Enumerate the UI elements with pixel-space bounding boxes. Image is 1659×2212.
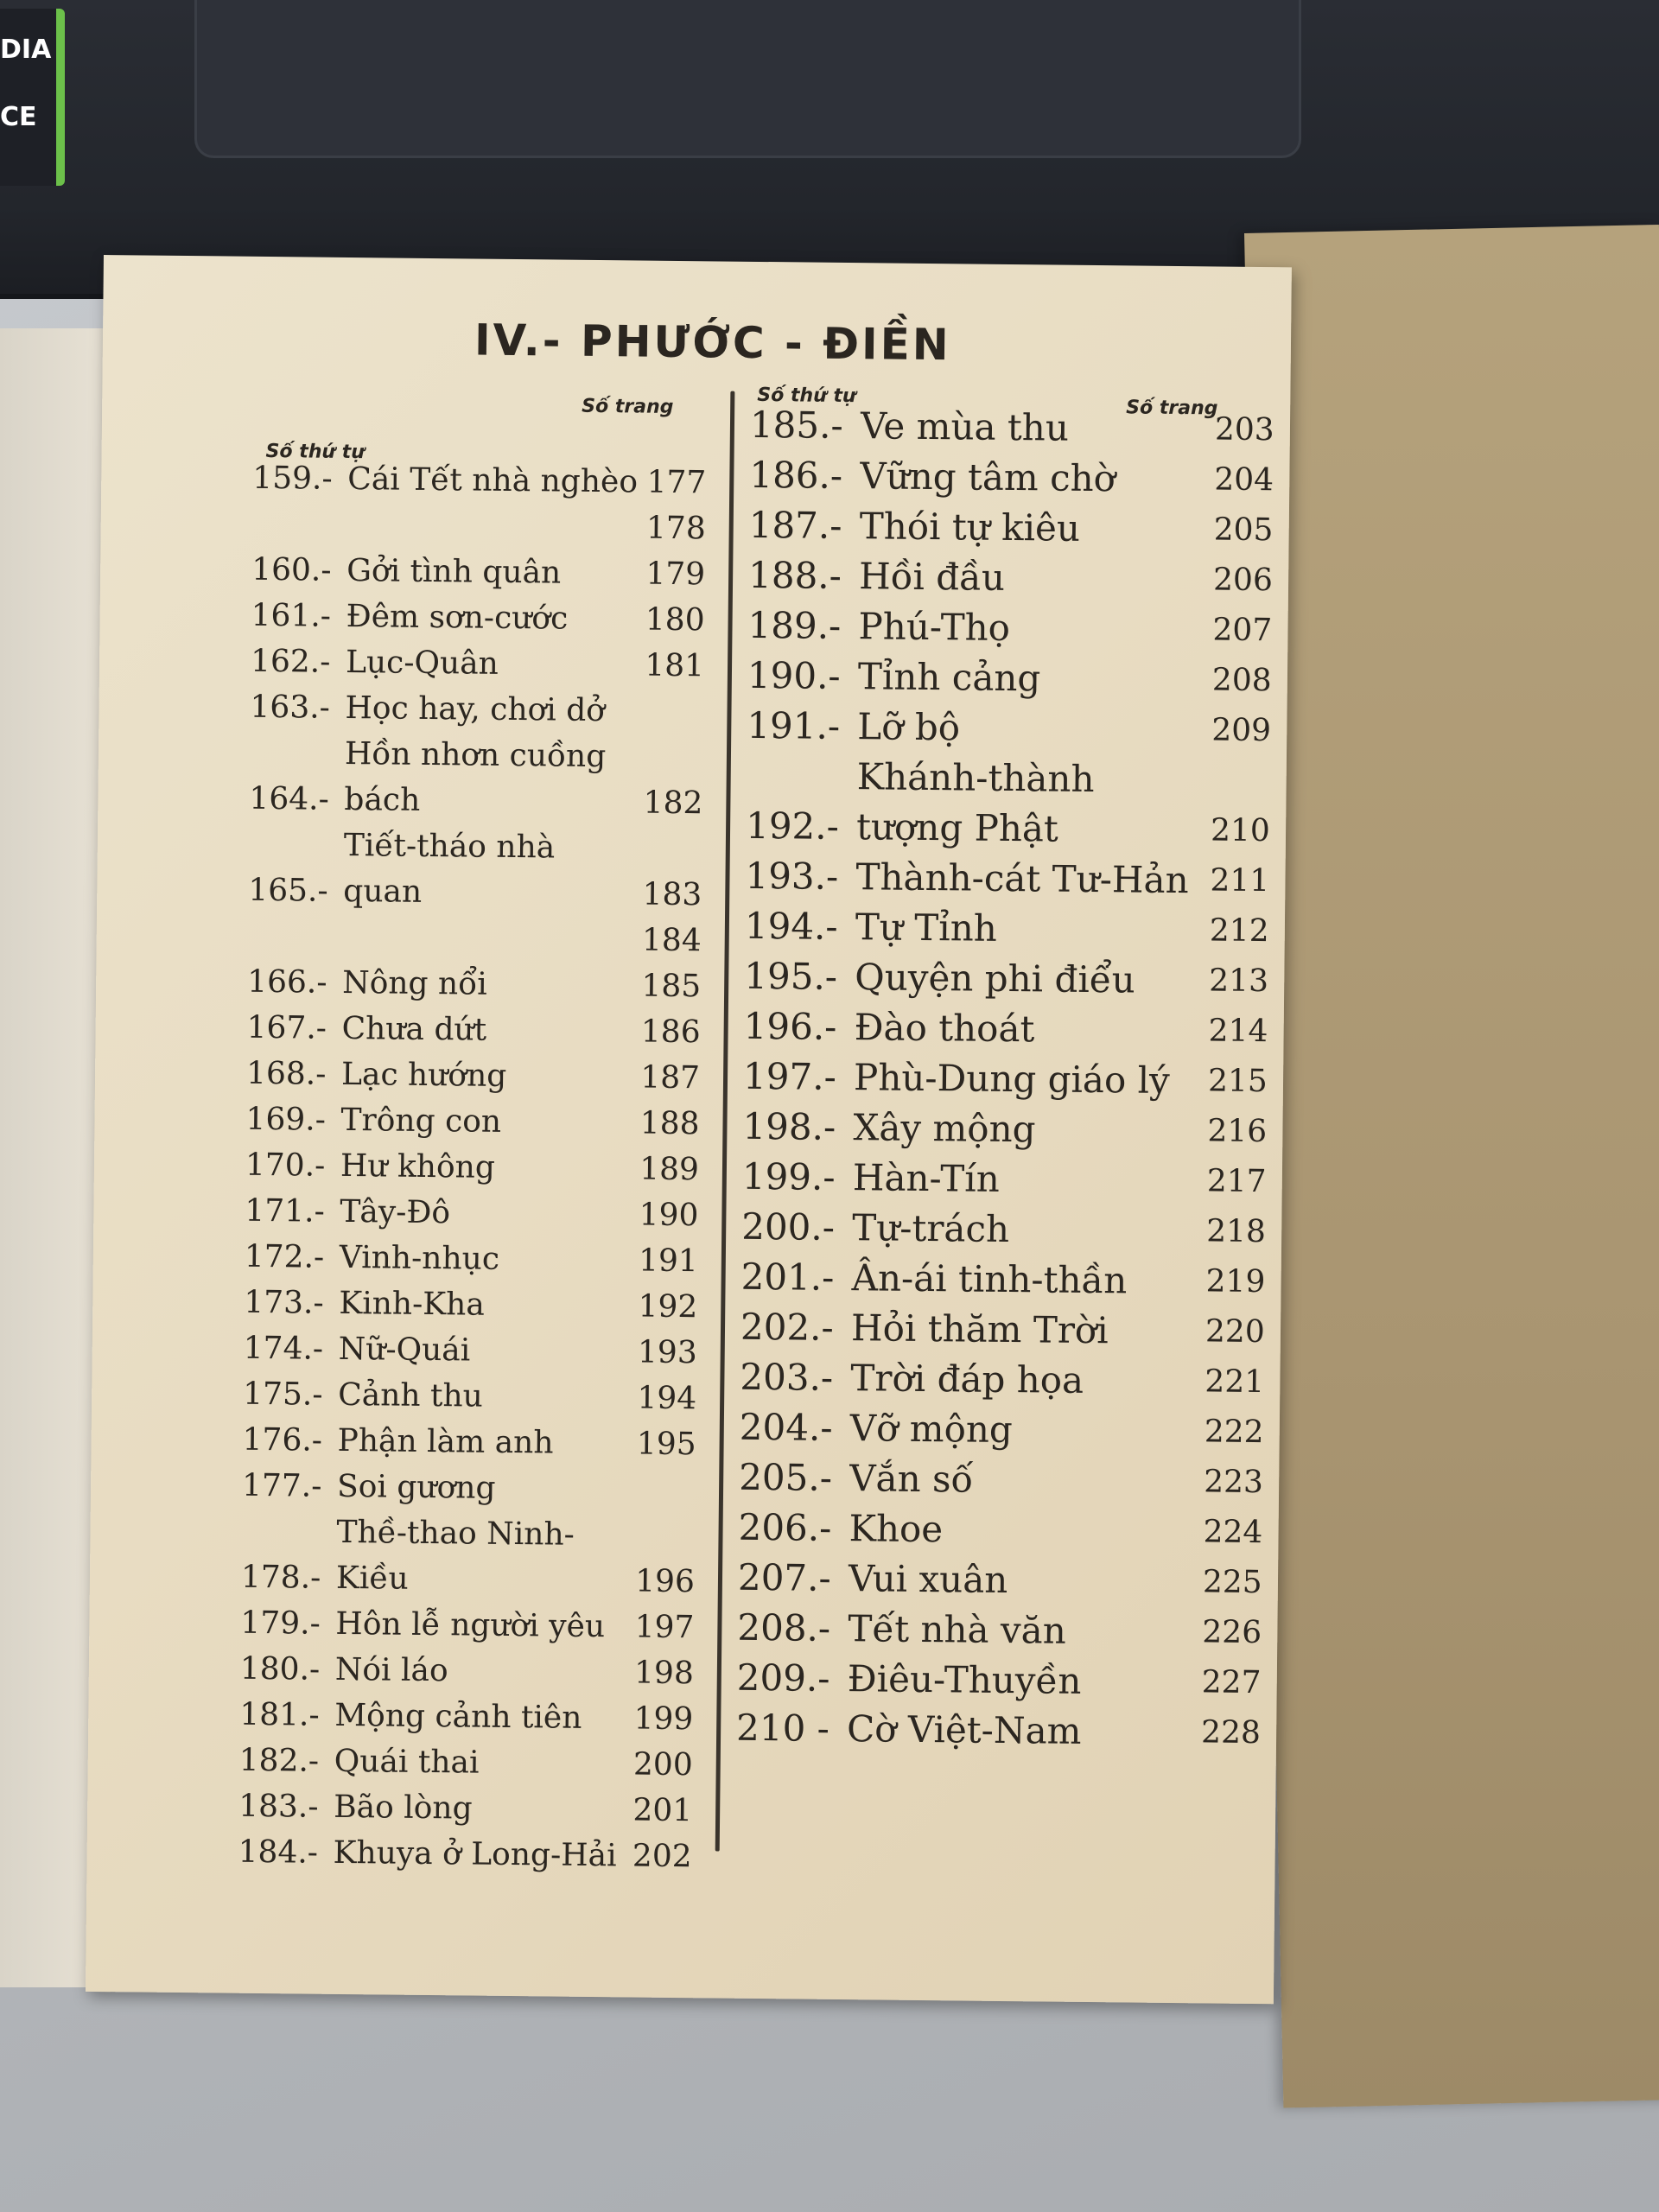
- entry-number: 199.-: [741, 1154, 836, 1198]
- entry-title: Kinh-Kha: [339, 1285, 486, 1323]
- laptop-sticker: [0, 9, 65, 186]
- entry-number: 198.-: [742, 1104, 836, 1148]
- entry-title: Thề-thao Ninh-Kiều: [335, 1514, 575, 1597]
- sticker-text-line2: CE: [0, 102, 37, 132]
- entry-title: Trông con: [340, 1102, 502, 1140]
- entry-number: 204.-: [739, 1405, 833, 1449]
- entry-page-number: 178: [645, 510, 706, 547]
- entry-title: Trời đáp họa: [850, 1357, 1084, 1402]
- entry-number: 170.-: [245, 1147, 326, 1184]
- toc-entry: [249, 730, 703, 826]
- entry-number: 185.-: [749, 403, 843, 447]
- entry-page-number: 214: [1208, 1013, 1268, 1050]
- right-entries-list: [735, 400, 1274, 1758]
- entry-number: 203.-: [740, 1355, 834, 1399]
- entry-title: Nữ-Quái: [338, 1331, 471, 1369]
- entry-number: 200.-: [741, 1205, 836, 1249]
- entry-title: Lạc hướng: [340, 1056, 507, 1094]
- entry-title: Hàn-Tín: [852, 1156, 1001, 1200]
- entry-page-number: 195: [636, 1426, 696, 1463]
- toc-entry: [247, 959, 702, 1009]
- entry-page-number: 217: [1206, 1163, 1267, 1200]
- toc-entry: [246, 1051, 701, 1101]
- entry-number: 191.-: [747, 703, 841, 747]
- right-page-caption: Số trang: [1126, 397, 1218, 420]
- entry-title: Lỡ bộ: [857, 705, 961, 749]
- toc-entry: [241, 1509, 696, 1605]
- entry-page-number: 205: [1213, 512, 1274, 549]
- entry-page-number: 228: [1200, 1714, 1262, 1751]
- toc-entry: [244, 1280, 698, 1330]
- entry-title: Học hay, chơi dở: [345, 690, 606, 729]
- entry-number: 174.-: [243, 1330, 324, 1367]
- toc-entry: [747, 701, 1272, 756]
- entry-title: Đêm sơn-cước: [346, 598, 569, 637]
- entry-page-number: 198: [633, 1655, 695, 1692]
- entry-number: 196.-: [743, 1004, 837, 1048]
- toc-entry: [238, 1783, 693, 1834]
- right-number-caption: Số thứ tự: [757, 384, 856, 408]
- toc-entry: [741, 1152, 1267, 1207]
- toc-entry: [242, 1463, 696, 1513]
- entry-title: Thành-cát Tư-Hản: [855, 855, 1189, 902]
- entry-page-number: 226: [1202, 1614, 1262, 1651]
- entry-page-number: 199: [633, 1700, 694, 1738]
- page-heading: IV.- PHƯỚC - ĐIỀN: [474, 315, 951, 371]
- entry-page-number: 184: [641, 922, 702, 959]
- left-page-caption: Số trang: [582, 395, 674, 418]
- toc-entry: [738, 1452, 1264, 1508]
- entry-number: 201.-: [741, 1255, 835, 1299]
- entry-page-number: 190: [639, 1197, 699, 1234]
- entry-page-number: 208: [1211, 662, 1272, 699]
- toc-entry: [740, 1352, 1265, 1408]
- entry-page-number: 202: [632, 1838, 692, 1875]
- book-back-cover: [1244, 225, 1659, 2108]
- entry-number: 168.-: [245, 1055, 327, 1092]
- entry-number: 162.-: [250, 643, 331, 680]
- entry-title: Tết nhà văn: [848, 1607, 1067, 1652]
- entry-title: Quái thai: [334, 1743, 480, 1781]
- entry-number: 163.-: [250, 689, 331, 726]
- toc-entry: [744, 901, 1269, 957]
- toc-entry: [242, 1417, 696, 1467]
- entry-title: Thói tự kiêu: [859, 505, 1081, 550]
- entry-page-number: 206: [1212, 562, 1274, 599]
- entry-title: Hồi đầu: [858, 555, 1006, 599]
- toc-entry: [240, 1600, 695, 1650]
- entry-page-number: 225: [1202, 1564, 1262, 1601]
- toc-entry: [745, 751, 1271, 856]
- left-number-caption: Số thứ tự: [265, 440, 365, 464]
- entry-page-number: 218: [1206, 1213, 1267, 1250]
- toc-entry: [737, 1553, 1262, 1608]
- entry-number: 187.-: [748, 503, 842, 547]
- entry-page-number: 207: [1212, 612, 1273, 649]
- entry-page-number: 189: [639, 1151, 700, 1188]
- entry-page-number: 227: [1201, 1664, 1262, 1701]
- entry-number: 183.-: [238, 1788, 319, 1825]
- entry-page-number: 219: [1205, 1263, 1266, 1300]
- entry-title: Hỏi thăm Trời: [850, 1306, 1109, 1352]
- toc-entry: [737, 1603, 1262, 1658]
- toc-entry: [245, 1142, 700, 1192]
- entry-title: Vui xuân: [848, 1557, 1008, 1602]
- entry-page-number: 210: [1210, 812, 1271, 849]
- book-page: [86, 255, 1292, 2004]
- toc-entry: [239, 1692, 694, 1742]
- toc-entry: [238, 1829, 692, 1879]
- entry-page-number: 222: [1204, 1414, 1264, 1451]
- toc-entry: [747, 651, 1272, 706]
- sticker-text-line1: DIA: [0, 35, 52, 65]
- entry-number: 165.-: [248, 872, 328, 909]
- entry-page-number: 223: [1203, 1464, 1264, 1501]
- entry-page-number: 179: [645, 556, 706, 593]
- toc-entry: [741, 1252, 1266, 1307]
- toc-entry: [243, 1371, 697, 1421]
- entry-number: 161.-: [251, 597, 332, 634]
- entry-title: Cảnh thu: [337, 1376, 484, 1414]
- entry-page-number: 181: [645, 647, 705, 684]
- toc-entry: [739, 1402, 1264, 1458]
- toc-entry: [740, 1302, 1265, 1357]
- entry-title: Tự Tỉnh: [855, 906, 998, 950]
- entry-page-number: 182: [643, 785, 703, 822]
- entry-page-number: 193: [637, 1334, 697, 1371]
- entry-title: Phú-Thọ: [858, 605, 1011, 650]
- entry-title: Ân-ái tinh-thần: [851, 1256, 1128, 1302]
- entry-title: Hồn nhơn cuồng bách: [344, 735, 607, 818]
- entry-title: Vững tâm chờ: [860, 454, 1116, 500]
- entry-title: Đào thoát: [854, 1006, 1035, 1051]
- entry-number: 159.-: [252, 460, 333, 497]
- entry-title: Mộng cảnh tiên: [334, 1697, 582, 1736]
- entry-title: Tỉnh cảng: [857, 655, 1041, 700]
- toc-entry: [742, 1052, 1268, 1107]
- entry-title: Khoe: [849, 1507, 944, 1551]
- entry-title: Cờ Việt-Nam: [846, 1707, 1082, 1752]
- entry-number: 205.-: [738, 1455, 833, 1499]
- entry-number: 207.-: [737, 1555, 831, 1599]
- entry-page-number: 221: [1205, 1363, 1265, 1401]
- toc-entry: [251, 547, 706, 597]
- left-entries-list: [238, 455, 706, 1879]
- entry-number: 178.-: [240, 1559, 321, 1596]
- entry-page-number: 201: [632, 1792, 693, 1829]
- entry-title: Tự-trách: [852, 1206, 1010, 1251]
- toc-entry: [251, 639, 705, 689]
- entry-title: Điêu-Thuyền: [847, 1657, 1082, 1702]
- entry-page-number: 180: [645, 601, 705, 639]
- entry-page-number: 177: [646, 464, 707, 501]
- entry-title: Nói láo: [334, 1651, 448, 1689]
- entry-number: 175.-: [242, 1376, 323, 1413]
- entry-title: Hư không: [340, 1147, 496, 1185]
- column-divider: [715, 391, 735, 1852]
- entry-number: 197.-: [742, 1054, 837, 1098]
- entry-number: 172.-: [244, 1238, 325, 1275]
- toc-entry: [748, 500, 1274, 556]
- entry-title: Lục-Quân: [345, 644, 499, 682]
- entry-page-number: 188: [639, 1105, 700, 1142]
- entry-page-number: 197: [634, 1609, 695, 1646]
- toc-entry: [248, 822, 702, 918]
- entry-number: 181.-: [239, 1696, 320, 1733]
- entry-number: 184.-: [238, 1834, 319, 1871]
- entry-title: Hôn lễ người yêu: [335, 1605, 606, 1645]
- toc-entry: [238, 1738, 693, 1788]
- entry-title: Phận làm anh: [337, 1422, 554, 1461]
- entry-title: Cái Tết nhà nghèo: [347, 461, 639, 500]
- entry-title: Quyện phi điểu: [855, 956, 1135, 1001]
- entry-number: 206.-: [738, 1505, 832, 1549]
- entry-title: Vỡ mộng: [849, 1407, 1014, 1452]
- entry-page-number: 185: [641, 968, 702, 1005]
- entry-title: Vinh-nhục: [339, 1239, 500, 1277]
- entry-number: 209.-: [736, 1656, 830, 1700]
- toc-entry: [245, 1234, 699, 1284]
- toc-entry: [245, 1096, 700, 1147]
- entry-page-number: 212: [1209, 912, 1269, 950]
- toc-entry: [749, 450, 1274, 505]
- entry-title: Vắn số: [849, 1457, 974, 1501]
- entry-title: Xây mộng: [853, 1106, 1036, 1151]
- toc-entry: [743, 1001, 1268, 1057]
- entry-page-number: 220: [1205, 1313, 1265, 1351]
- entry-number: 171.-: [245, 1192, 325, 1230]
- entry-number: 166.-: [246, 963, 327, 1001]
- toc-entry: [742, 1102, 1268, 1157]
- entry-page-number: 216: [1207, 1113, 1268, 1150]
- toc-entry: [735, 1703, 1262, 1758]
- entry-number: 164.-: [249, 780, 329, 817]
- entry-page-number: 213: [1209, 963, 1269, 1000]
- entry-page-number: 200: [632, 1746, 693, 1783]
- toc-entry: [243, 1325, 697, 1376]
- toc-entry: [245, 1188, 699, 1238]
- entry-page-number: 209: [1211, 712, 1272, 749]
- entry-number: 210 -: [735, 1706, 830, 1750]
- entry-number: 193.-: [745, 854, 839, 898]
- entry-page-number: 183: [642, 876, 702, 913]
- toc-entry: [246, 1005, 701, 1055]
- toc-entry: [744, 951, 1269, 1007]
- toc-entry: [738, 1503, 1263, 1558]
- entry-page-number: 186: [640, 1014, 701, 1051]
- entry-page-number: 215: [1207, 1063, 1268, 1100]
- entry-number: 192.-: [745, 804, 840, 848]
- entry-number: 173.-: [244, 1284, 324, 1321]
- entry-title: Ve mùa thu: [860, 404, 1070, 449]
- entry-page-number: 187: [640, 1059, 701, 1096]
- toc-entry: [250, 684, 704, 734]
- entry-page-number: 196: [635, 1563, 696, 1600]
- toc-entry: [747, 550, 1274, 606]
- entry-page-number: 194: [637, 1380, 697, 1417]
- entry-title: Khuya ở Long-Hải: [333, 1834, 617, 1874]
- toc-entry: [741, 1202, 1267, 1257]
- entry-number: 194.-: [744, 904, 838, 948]
- entry-title: Bão lòng: [333, 1789, 473, 1827]
- entry-page-number: 192: [638, 1288, 698, 1325]
- entry-number: 186.-: [749, 453, 843, 497]
- entry-title: Phù-Dung giáo lý: [853, 1056, 1171, 1102]
- entry-number: 195.-: [744, 954, 838, 998]
- toc-entry: [251, 501, 706, 551]
- entry-title: Khánh-thành tượng Phật: [855, 755, 1095, 850]
- entry-number: 169.-: [245, 1101, 327, 1138]
- entry-page-number: 203: [1214, 411, 1274, 448]
- entry-number: 176.-: [242, 1421, 323, 1459]
- entry-number: 188.-: [747, 553, 842, 597]
- toc-entry: [240, 1646, 695, 1696]
- laptop-touchpad: [194, 0, 1301, 158]
- entry-page-number: 211: [1210, 862, 1270, 899]
- entry-title: Nông nổi: [341, 964, 487, 1002]
- toc-entry: [749, 400, 1274, 455]
- entry-title: Tiết-tháo nhà quan: [343, 827, 556, 910]
- entry-number: 189.-: [747, 603, 842, 647]
- entry-page-number: 191: [638, 1243, 699, 1280]
- toc-entry: [747, 601, 1273, 656]
- entry-number: 182.-: [238, 1742, 320, 1779]
- entry-title: Chưa dứt: [341, 1010, 487, 1048]
- entry-number: 180.-: [239, 1650, 321, 1688]
- entry-number: 177.-: [241, 1467, 322, 1504]
- entry-title: Gởi tình quân: [346, 552, 562, 591]
- entry-number: 167.-: [246, 1009, 327, 1046]
- toc-entry: [252, 455, 707, 505]
- toc-entry: [247, 913, 702, 963]
- toc-entry: [251, 593, 705, 643]
- entry-number: 202.-: [740, 1305, 835, 1349]
- entry-title: Soi gương: [336, 1468, 496, 1506]
- entry-title: Tây-Đô: [340, 1193, 451, 1231]
- toc-entry: [736, 1653, 1262, 1708]
- entry-page-number: 224: [1203, 1514, 1263, 1551]
- entry-page-number: 204: [1214, 461, 1274, 499]
- entry-number: 179.-: [240, 1605, 321, 1642]
- entry-number: 208.-: [737, 1605, 831, 1649]
- toc-entry: [745, 851, 1270, 906]
- entry-number: 160.-: [251, 551, 332, 588]
- entry-number: 190.-: [747, 653, 841, 697]
